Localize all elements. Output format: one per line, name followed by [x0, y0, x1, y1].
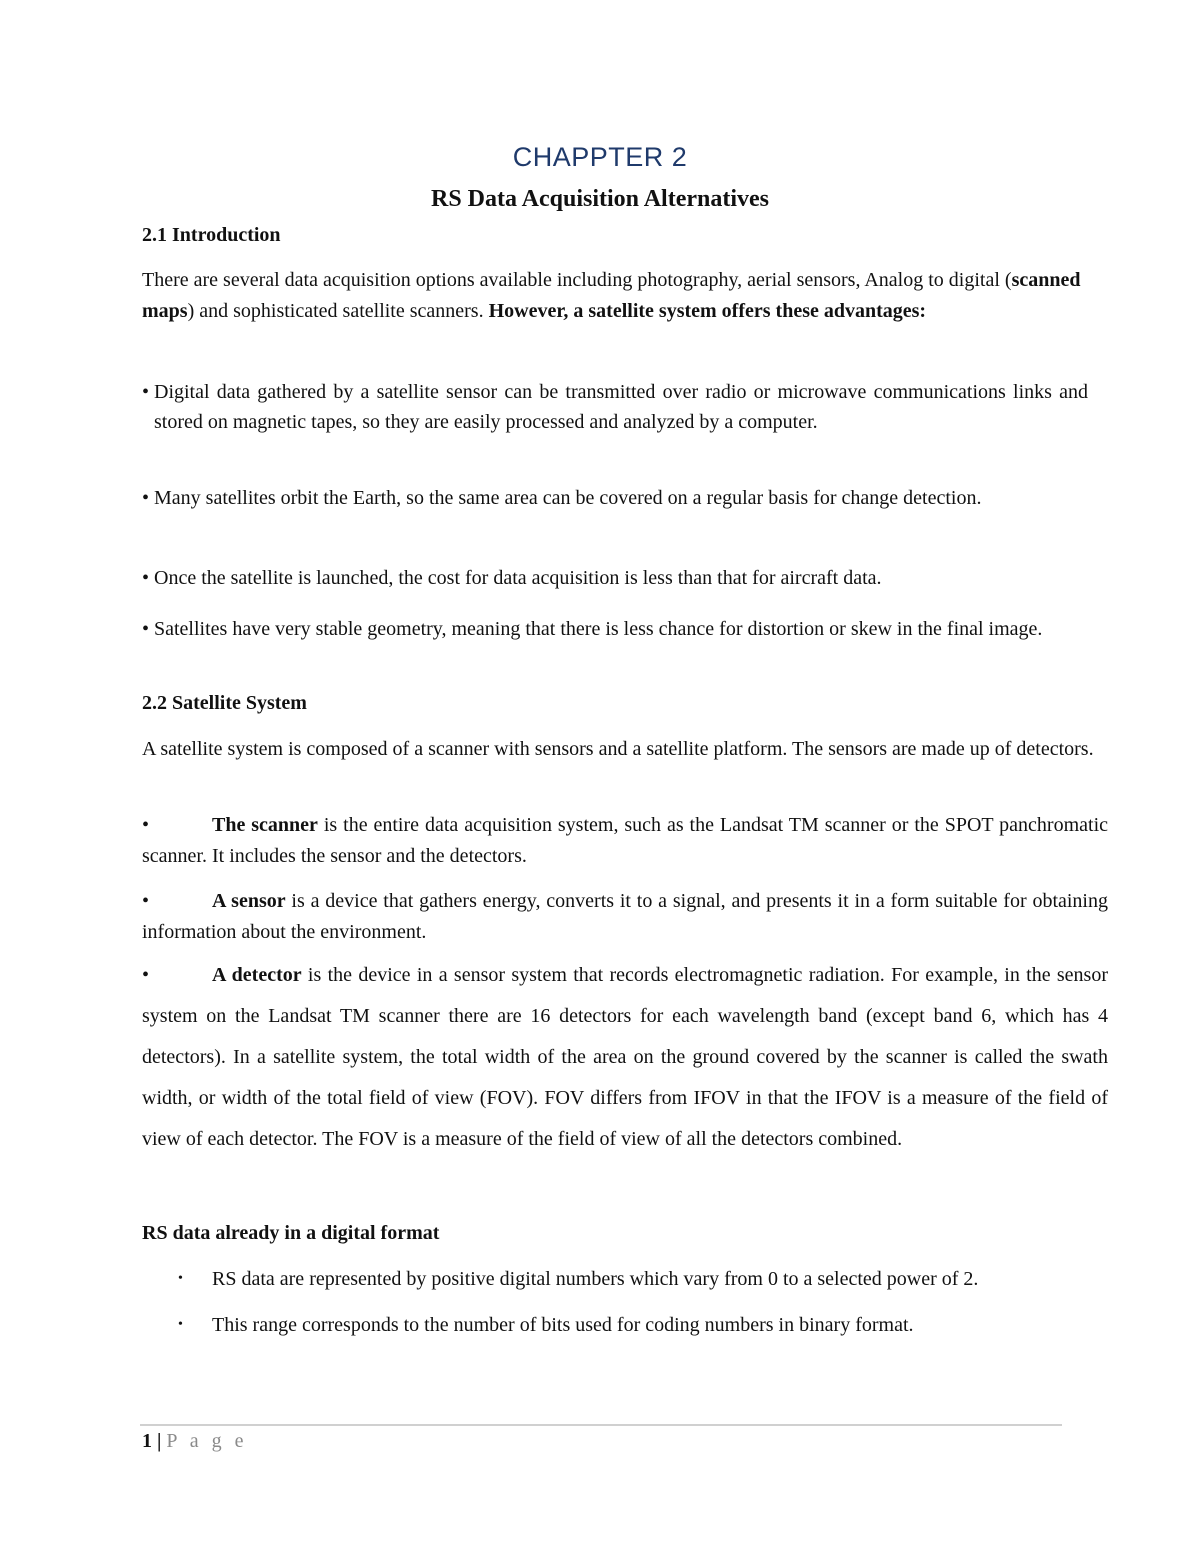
definition-term: A sensor: [212, 890, 286, 912]
bullet-icon: •: [142, 567, 150, 589]
list-item-text: Once the satellite is launched, the cost for data acquisition is less than that for aircraft data.: [154, 567, 882, 589]
definition-term: A detector: [212, 964, 302, 986]
definition-term: The scanner: [212, 814, 318, 836]
chapter-subtitle: RS Data Acquisition Alternatives: [430, 186, 769, 212]
list-item-text: Many satellites orbit the Earth, so the same area can be covered on a regular basis for change detection.: [154, 487, 982, 509]
bullet-icon: •: [142, 381, 150, 403]
list-item: [142, 483, 1088, 513]
list-item-text: Satellites have very stable geometry, meaning that there is less chance for distortion or skew in the final image.: [154, 618, 1043, 640]
definition-item-detector: [142, 955, 1108, 1160]
bullet-icon: •: [142, 487, 150, 509]
definition-item-scanner: [142, 810, 1108, 872]
satellite-system-paragraph: A satellite system is composed of a scanner with sensors and a satellite platform. The sensors are made up of detectors.: [142, 738, 1094, 760]
section-heading-digital-format: RS data already in a digital format: [142, 1222, 440, 1244]
list-item: [178, 1264, 978, 1294]
chapter-title: CHAPPTER 2: [512, 142, 688, 172]
intro-bold-scanned-maps: scanned maps: [142, 269, 1081, 322]
bullet-icon: •: [142, 618, 150, 640]
definition-text: is the device in a sensor system that records electromagnetic radiation. For example, in the sensor system on the Landsat TM scanner there are 16 detectors for each wavelength band (except band 6, which has 4 detectors). In a satellite system, the total width of the area on the ground covered by the scanner is called the swath width, or width of the total field of view (FOV). FOV differs from IFOV in that the IFOV is a measure of the field of view of each detector. The FOV is a measure of the field of view of all the detectors combined.: [142, 964, 1108, 1150]
list-item-text: Digital data gathered by a satellite sensor can be transmitted over radio or microwave communications links and stored on magnetic tapes, so they are easily processed and analyzed by a computer.: [154, 381, 1088, 433]
definition-text: is the entire data acquisition system, such as the Landsat TM scanner or the SPOT panchromatic scanner. It includes the sensor and the detectors.: [142, 814, 1109, 867]
bullet-icon: •: [142, 964, 150, 986]
section-heading-introduction: 2.1 Introduction: [142, 224, 281, 246]
footer-divider: [140, 1424, 1062, 1426]
list-item: [142, 377, 1088, 437]
footer-separator: |: [157, 1430, 162, 1452]
intro-text-1: There are several data acquisition options available including photography, aerial sensors, Analog to digital (: [142, 269, 1012, 291]
section-heading-satellite-system: 2.2 Satellite System: [142, 692, 307, 714]
bullet-icon: •: [142, 814, 150, 836]
list-item-text: This range corresponds to the number of bits used for coding numbers in binary format.: [212, 1314, 914, 1336]
definition-text: is a device that gathers energy, converts it to a signal, and presents it in a form suitable for obtaining information about the environment.: [142, 890, 1108, 943]
page-number: 1: [142, 1430, 152, 1452]
bullet-icon: •: [178, 1271, 183, 1286]
definition-item-sensor: [142, 886, 1108, 948]
list-item-text: RS data are represented by positive digital numbers which vary from 0 to a selected power of 2.: [212, 1268, 979, 1290]
intro-text-2: ) and sophisticated satellite scanners.: [187, 300, 489, 322]
list-item: [142, 614, 1088, 644]
list-item: [178, 1310, 914, 1340]
page-footer: [142, 1430, 248, 1453]
bullet-icon: •: [178, 1317, 183, 1332]
intro-bold-advantages: However, a satellite system offers these advantages:: [488, 300, 927, 322]
bullet-icon: •: [142, 890, 150, 912]
list-item: [142, 563, 1088, 593]
page-label: P a g e: [166, 1430, 248, 1452]
intro-paragraph: [142, 265, 1108, 327]
